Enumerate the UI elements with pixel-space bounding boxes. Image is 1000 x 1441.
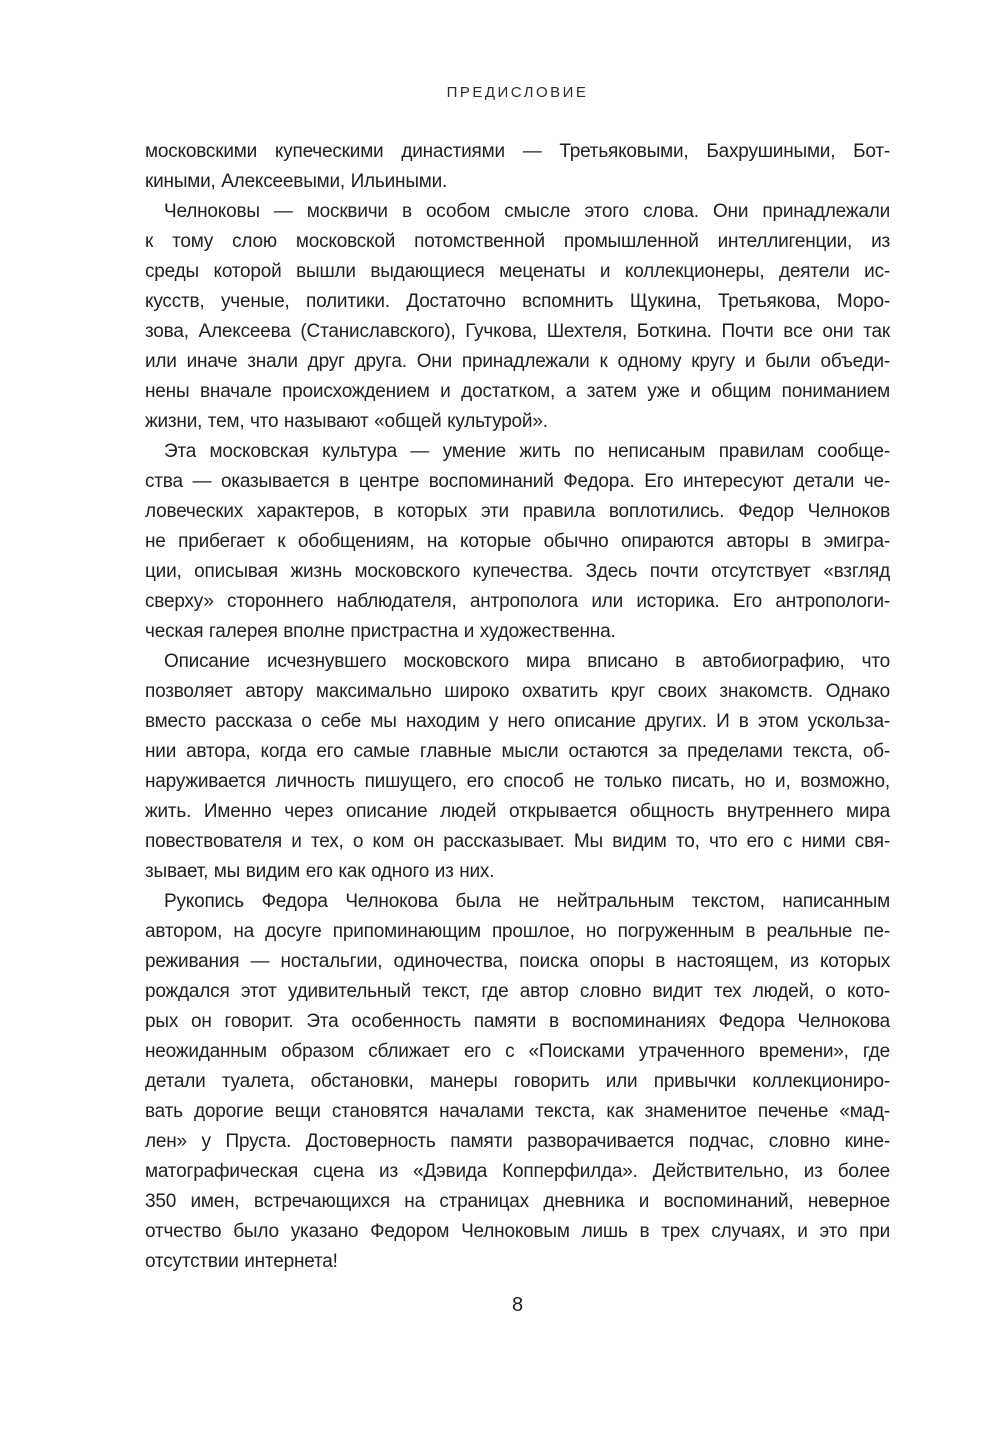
text-line: вместо рассказа о себе мы находим у него описание других. И в этом ускольза-	[145, 711, 890, 732]
page-number: 8	[511, 1294, 524, 1316]
chapter-header: ПРЕДИСЛОВИЕ	[446, 84, 589, 101]
text-line: рых он говорит. Эта особенность памяти в воспоминаниях Федора Челнокова	[145, 1011, 890, 1032]
paragraph	[145, 137, 890, 197]
paragraph	[145, 647, 890, 887]
text-line: к тому слою московской потомственной промышленной интеллигенции, из	[145, 231, 890, 252]
text-line: или иначе знали друг друга. Они принадлежали к одному кругу и были объеди-	[145, 351, 890, 372]
text-line: отчество было указано Федором Челноковым лишь в трех случаях, и это при	[145, 1221, 890, 1242]
text-line: сверху» стороннего наблюдателя, антрополога или историка. Его антропологи-	[145, 591, 890, 612]
text-block	[145, 137, 890, 1277]
text-line: нены вначале происхождением и достатком, а затем уже и общим пониманием	[145, 381, 890, 402]
paragraph	[145, 197, 890, 437]
text-line: киными, Алексеевыми, Ильиными.	[145, 171, 448, 192]
paragraph	[145, 437, 890, 647]
text-line: матографическая сцена из «Дэвида Копперфилда». Действительно, из более	[145, 1161, 890, 1182]
text-line: детали туалета, обстановки, манеры говорить или привычки коллекциониро-	[145, 1071, 890, 1092]
text-line: ческая галерея вполне пристрастна и художественна.	[145, 621, 616, 642]
text-line: ловеческих характеров, в которых эти правила воплотились. Федор Челноков	[145, 501, 890, 522]
text-line: вать дорогие вещи становятся началами текста, как знаменитое печенье «мад-	[145, 1101, 890, 1122]
text-line: рождался этот удивительный текст, где автор словно видит тех людей, о кото-	[145, 981, 890, 1002]
text-line: Описание исчезнувшего московского мира вписано в автобиографию, что	[164, 651, 890, 672]
text-line: жить. Именно через описание людей открывается общность внутреннего мира	[145, 801, 890, 822]
text-line: зова, Алексеева (Станиславского), Гучкова, Шехтеля, Боткина. Почти все они так	[145, 321, 890, 342]
text-line: повествователя и тех, о ком он рассказывает. Мы видим то, что его с ними свя-	[145, 831, 890, 852]
text-line: среды которой вышли выдающиеся меценаты и коллекционеры, деятели ис-	[145, 261, 890, 282]
text-line: автором, на досуге припоминающим прошлое, но погруженным в реальные пе-	[145, 921, 890, 942]
text-line: кусств, ученые, политики. Достаточно вспомнить Щукина, Третьякова, Моро-	[145, 291, 890, 312]
text-line: лен» у Пруста. Достоверность памяти разворачивается подчас, словно кине-	[145, 1131, 890, 1152]
text-line: отсутствии интернета!	[145, 1251, 338, 1272]
text-line: московскими купеческими династиями — Третьяковыми, Бахрушиными, Бот-	[145, 141, 890, 162]
text-line: позволяет автору максимально широко охватить круг своих знакомств. Однако	[145, 681, 890, 702]
text-line: Челноковы — москвичи в особом смысле этого слова. Они принадлежали	[164, 201, 890, 222]
text-line: не прибегает к обобщениям, на которые обычно опираются авторы в эмигра-	[145, 531, 890, 552]
text-line: наруживается личность пишущего, его способ не только писать, но и, возможно,	[145, 771, 890, 792]
paragraph	[145, 887, 890, 1277]
text-line: 350 имен, встречающихся на страницах дневника и воспоминаний, неверное	[145, 1191, 890, 1212]
text-line: ции, описывая жизнь московского купечества. Здесь почти отсутствует «взгляд	[145, 561, 890, 582]
text-line: жизни, тем, что называют «общей культурой».	[145, 411, 548, 432]
text-line: Эта московская культура — умение жить по неписаным правилам сообще-	[164, 441, 890, 462]
text-line: реживания — ностальгии, одиночества, поиска опоры в настоящем, из которых	[145, 951, 890, 972]
text-line: неожиданным образом сближает его с «Поисками утраченного времени», где	[145, 1041, 890, 1062]
text-line: ства — оказывается в центре воспоминаний Федора. Его интересуют детали че-	[145, 471, 890, 492]
text-line: Рукопись Федора Челнокова была не нейтральным текстом, написанным	[164, 891, 890, 912]
text-line: зывает, мы видим его как одного из них.	[145, 861, 495, 882]
text-line: нии автора, когда его самые главные мысли остаются за пределами текста, об-	[145, 741, 890, 762]
